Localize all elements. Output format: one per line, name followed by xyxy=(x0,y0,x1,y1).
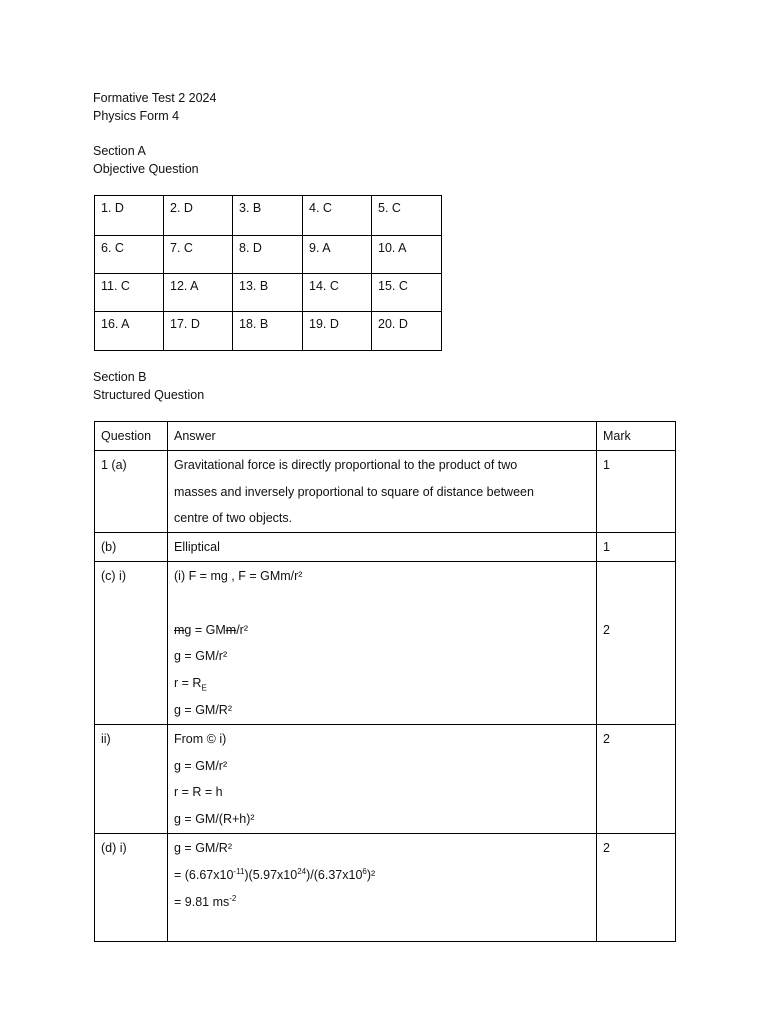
structured-question-table xyxy=(94,421,676,942)
mark-value: 2 xyxy=(597,724,676,833)
subject-title: Physics Form 4 xyxy=(93,109,180,123)
answer-line: g = GM/r² xyxy=(174,649,228,664)
answer-text xyxy=(168,833,597,941)
question-number: (d) i) xyxy=(95,833,168,941)
objective-answers-table xyxy=(94,195,442,351)
answer-cell: 10. A xyxy=(372,236,442,274)
answer-line: Elliptical xyxy=(174,540,220,555)
answer-line: $r = R_E$ xyxy=(174,676,207,693)
mark-value: 1 xyxy=(597,533,676,562)
table-row xyxy=(95,312,442,351)
mark-value: 2 xyxy=(603,622,610,637)
answer-cell: 8. D xyxy=(233,236,303,274)
column-header-question: Question xyxy=(95,422,168,451)
question-number: ii) xyxy=(95,724,168,833)
answer-cell: 15. C xyxy=(372,274,442,312)
mark-value: 1 xyxy=(597,450,676,532)
column-header-mark: Mark xyxy=(597,422,676,451)
answer-cell: 3. B xyxy=(233,196,303,236)
table-row xyxy=(95,274,442,312)
answer-cell: 5. C xyxy=(372,196,442,236)
section-a-title: Section A xyxy=(93,144,146,158)
mark-value: 2 xyxy=(597,833,676,941)
answer-cell: 18. B xyxy=(233,312,303,351)
section-b-subtitle: Structured Question xyxy=(93,388,205,402)
section-a-subtitle: Objective Question xyxy=(93,162,199,176)
table-row xyxy=(95,450,676,532)
mark-cell xyxy=(597,561,676,724)
answer-text xyxy=(168,724,597,833)
answer-cell: 16. A xyxy=(95,312,164,351)
answer-line: = $(6.67x10^{-11})(5.97x10^{24})/(6.37x10^6)^2$ xyxy=(174,866,376,882)
answer-line: masses and inversely proportional to square of distance between xyxy=(174,484,534,499)
answer-cell: 2. D xyxy=(164,196,233,236)
question-number: (b) xyxy=(95,533,168,562)
answer-cell: 1. D xyxy=(95,196,164,236)
answer-cell: 4. C xyxy=(303,196,372,236)
answer-line: g = GM/r² xyxy=(174,758,228,773)
answer-line: g = GM/(R+h)² xyxy=(174,812,255,827)
answer-line: r = R = h xyxy=(174,785,223,800)
cancelled-mass: m xyxy=(174,622,185,637)
answer-text xyxy=(168,533,597,562)
answer-line: centre of two objects. xyxy=(174,511,293,526)
answer-line: g = GM/R² xyxy=(174,702,232,717)
answer-cell: 17. D xyxy=(164,312,233,351)
answer-cell: 19. D xyxy=(303,312,372,351)
question-number: (c) i) xyxy=(95,561,168,724)
table-row xyxy=(95,561,676,724)
section-b-title: Section B xyxy=(93,370,147,384)
table-header-row xyxy=(95,422,676,451)
answer-cell: 6. C xyxy=(95,236,164,274)
answer-line: (i) F = mg , F = GMm/r² xyxy=(174,568,303,583)
answer-cell: 7. C xyxy=(164,236,233,274)
table-row xyxy=(95,724,676,833)
answer-cell: 14. C xyxy=(303,274,372,312)
answer-cell: 12. A xyxy=(164,274,233,312)
answer-line: mg = GMm/r² xyxy=(174,622,248,637)
question-number: 1 (a) xyxy=(95,450,168,532)
answer-text xyxy=(168,561,597,724)
test-title: Formative Test 2 2024 xyxy=(93,91,217,105)
answer-cell: 13. B xyxy=(233,274,303,312)
answer-line: Gravitational force is directly proportional to the product of two xyxy=(174,457,518,472)
answer-cell: 9. A xyxy=(303,236,372,274)
answer-line: = 9.81 $ms^{-2}$ xyxy=(174,893,237,909)
answer-line: g = GM/R² xyxy=(174,840,232,855)
table-row xyxy=(95,196,442,236)
answer-cell: 11. C xyxy=(95,274,164,312)
table-row xyxy=(95,533,676,562)
column-header-answer: Answer xyxy=(168,422,597,451)
cancelled-mass: m xyxy=(225,622,237,637)
answer-line: From © i) xyxy=(174,731,227,746)
table-row xyxy=(95,236,442,274)
answer-text xyxy=(168,450,597,532)
answer-cell: 20. D xyxy=(372,312,442,351)
table-row xyxy=(95,833,676,941)
subscript-e: E xyxy=(201,683,207,693)
